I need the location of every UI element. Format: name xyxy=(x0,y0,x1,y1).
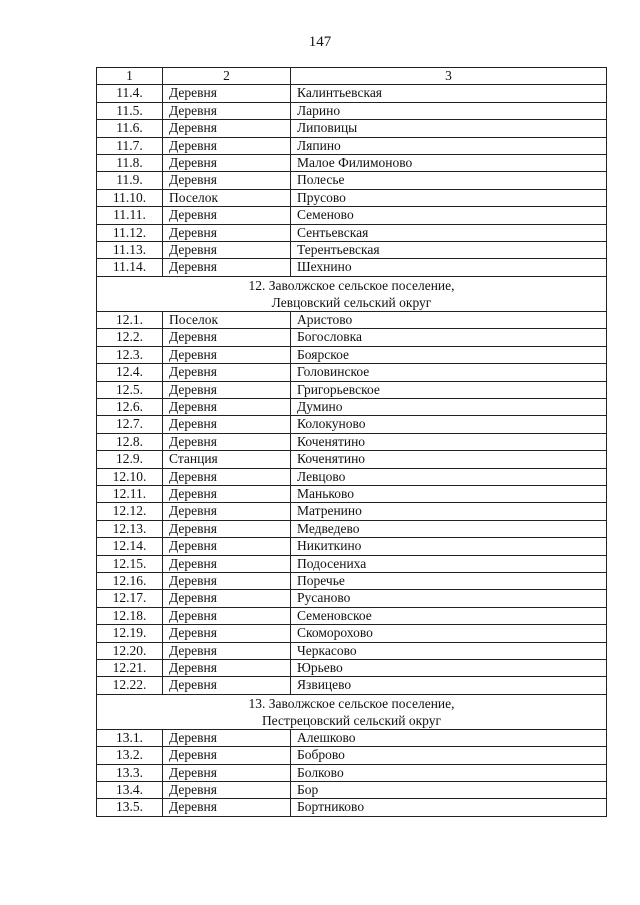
row-number-cell: 11.4. xyxy=(97,85,163,102)
table-row xyxy=(97,782,607,799)
settlement-name-cell: Никиткино xyxy=(291,538,607,555)
table-row xyxy=(97,224,607,241)
table-row xyxy=(97,102,607,119)
table-row xyxy=(97,364,607,381)
row-number-cell: 12.10. xyxy=(97,468,163,485)
settlement-name-cell: Терентьевская xyxy=(291,242,607,259)
settlement-type-cell: Деревня xyxy=(163,346,291,363)
settlement-type-cell: Деревня xyxy=(163,155,291,172)
settlement-type-cell: Деревня xyxy=(163,660,291,677)
row-number-cell: 11.10. xyxy=(97,189,163,206)
settlement-name-cell: Семеновское xyxy=(291,607,607,624)
settlement-type-cell: Деревня xyxy=(163,102,291,119)
row-number-cell: 12.19. xyxy=(97,625,163,642)
settlement-name-cell: Аристово xyxy=(291,311,607,328)
row-number-cell: 12.17. xyxy=(97,590,163,607)
section-heading xyxy=(97,694,607,729)
settlement-type-cell: Деревня xyxy=(163,572,291,589)
row-number-cell: 12.18. xyxy=(97,607,163,624)
page-number: 147 xyxy=(308,34,332,50)
table-row xyxy=(97,607,607,624)
settlement-type-cell: Деревня xyxy=(163,85,291,102)
settlement-type-cell: Деревня xyxy=(163,642,291,659)
settlement-type-cell: Деревня xyxy=(163,468,291,485)
table-row xyxy=(97,311,607,328)
settlement-name-cell: Матренино xyxy=(291,503,607,520)
row-number-cell: 12.12. xyxy=(97,503,163,520)
table-row xyxy=(97,416,607,433)
settlement-type-cell: Деревня xyxy=(163,381,291,398)
row-number-cell: 11.13. xyxy=(97,242,163,259)
settlement-name-cell: Полесье xyxy=(291,172,607,189)
row-number-cell: 12.13. xyxy=(97,520,163,537)
settlement-name-cell: Думино xyxy=(291,398,607,415)
settlement-type-cell: Станция xyxy=(163,451,291,468)
row-number-cell: 11.12. xyxy=(97,224,163,241)
row-number-cell: 12.3. xyxy=(97,346,163,363)
settlement-name-cell: Маньково xyxy=(291,485,607,502)
row-number-cell: 12.16. xyxy=(97,572,163,589)
table-row xyxy=(97,155,607,172)
settlement-name-cell: Черкасово xyxy=(291,642,607,659)
row-number-cell: 12.7. xyxy=(97,416,163,433)
table-row xyxy=(97,381,607,398)
settlement-type-cell: Деревня xyxy=(163,590,291,607)
table-row xyxy=(97,538,607,555)
settlement-name-cell: Малое Филимоново xyxy=(291,155,607,172)
settlement-type-cell: Деревня xyxy=(163,207,291,224)
settlement-name-cell: Юрьево xyxy=(291,660,607,677)
settlement-name-cell: Ляпино xyxy=(291,137,607,154)
row-number-cell: 13.1. xyxy=(97,729,163,746)
section-heading-line-2: Левцовский сельский округ xyxy=(271,294,432,310)
table-header-row xyxy=(97,68,607,85)
settlement-type-cell: Деревня xyxy=(163,224,291,241)
table-row xyxy=(97,259,607,276)
settlement-type-cell: Деревня xyxy=(163,782,291,799)
table-row xyxy=(97,172,607,189)
column-header-type: 2 xyxy=(163,68,291,85)
settlement-type-cell: Деревня xyxy=(163,747,291,764)
settlement-type-cell: Деревня xyxy=(163,120,291,137)
settlement-name-cell: Боброво xyxy=(291,747,607,764)
settlement-name-cell: Левцово xyxy=(291,468,607,485)
settlement-name-cell: Скоморохово xyxy=(291,625,607,642)
settlement-name-cell: Поречье xyxy=(291,572,607,589)
settlement-type-cell: Деревня xyxy=(163,364,291,381)
column-header-name: 3 xyxy=(291,68,607,85)
settlement-name-cell: Болково xyxy=(291,764,607,781)
settlement-type-cell: Деревня xyxy=(163,433,291,450)
settlement-name-cell: Шехнино xyxy=(291,259,607,276)
table-row xyxy=(97,677,607,694)
table-row xyxy=(97,503,607,520)
settlement-type-cell: Деревня xyxy=(163,398,291,415)
settlement-name-cell: Боярское xyxy=(291,346,607,363)
settlement-type-cell: Деревня xyxy=(163,677,291,694)
settlements-table xyxy=(96,67,607,817)
row-number-cell: 13.4. xyxy=(97,782,163,799)
settlement-type-cell: Деревня xyxy=(163,799,291,816)
settlement-type-cell: Деревня xyxy=(163,538,291,555)
section-heading xyxy=(97,276,607,311)
table-row xyxy=(97,590,607,607)
row-number-cell: 12.14. xyxy=(97,538,163,555)
table-row xyxy=(97,520,607,537)
settlement-name-cell: Язвицево xyxy=(291,677,607,694)
row-number-cell: 12.11. xyxy=(97,485,163,502)
table-row xyxy=(97,346,607,363)
table-row xyxy=(97,485,607,502)
table-row xyxy=(97,625,607,642)
settlement-name-cell: Коченятино xyxy=(291,433,607,450)
settlement-name-cell: Бортниково xyxy=(291,799,607,816)
row-number-cell: 12.22. xyxy=(97,677,163,694)
settlement-name-cell: Сентьевская xyxy=(291,224,607,241)
settlement-type-cell: Деревня xyxy=(163,764,291,781)
settlement-type-cell: Деревня xyxy=(163,555,291,572)
table-row xyxy=(97,85,607,102)
table-row xyxy=(97,137,607,154)
table-row xyxy=(97,242,607,259)
table-row xyxy=(97,764,607,781)
settlement-type-cell: Деревня xyxy=(163,329,291,346)
row-number-cell: 13.2. xyxy=(97,747,163,764)
row-number-cell: 11.5. xyxy=(97,102,163,119)
table-row xyxy=(97,572,607,589)
settlement-name-cell: Колокуново xyxy=(291,416,607,433)
table-row xyxy=(97,660,607,677)
table-body xyxy=(97,85,607,816)
table-row xyxy=(97,642,607,659)
settlement-type-cell: Деревня xyxy=(163,520,291,537)
settlement-name-cell: Григорьевское xyxy=(291,381,607,398)
settlement-name-cell: Подосениха xyxy=(291,555,607,572)
row-number-cell: 12.21. xyxy=(97,660,163,677)
settlement-name-cell: Бор xyxy=(291,782,607,799)
row-number-cell: 12.20. xyxy=(97,642,163,659)
section-heading-row xyxy=(97,694,607,729)
table-row xyxy=(97,451,607,468)
row-number-cell: 12.8. xyxy=(97,433,163,450)
table-row xyxy=(97,729,607,746)
table-row xyxy=(97,433,607,450)
table-row xyxy=(97,555,607,572)
settlement-type-cell: Деревня xyxy=(163,137,291,154)
settlement-name-cell: Богословка xyxy=(291,329,607,346)
table-row xyxy=(97,799,607,816)
table-row xyxy=(97,329,607,346)
settlement-name-cell: Алешково xyxy=(291,729,607,746)
row-number-cell: 13.3. xyxy=(97,764,163,781)
table-row xyxy=(97,747,607,764)
row-number-cell: 12.6. xyxy=(97,398,163,415)
settlement-type-cell: Деревня xyxy=(163,503,291,520)
settlement-type-cell: Деревня xyxy=(163,729,291,746)
settlement-type-cell: Деревня xyxy=(163,259,291,276)
row-number-cell: 11.14. xyxy=(97,259,163,276)
table-row xyxy=(97,398,607,415)
row-number-cell: 11.9. xyxy=(97,172,163,189)
row-number-cell: 12.9. xyxy=(97,451,163,468)
settlement-name-cell: Головинское xyxy=(291,364,607,381)
section-heading-line-1: 13. Заволжское сельское поселение, xyxy=(248,695,455,711)
table-row xyxy=(97,120,607,137)
settlement-type-cell: Деревня xyxy=(163,242,291,259)
column-header-number: 1 xyxy=(97,68,163,85)
settlement-name-cell: Семеново xyxy=(291,207,607,224)
row-number-cell: 11.7. xyxy=(97,137,163,154)
settlement-type-cell: Поселок xyxy=(163,189,291,206)
settlement-type-cell: Деревня xyxy=(163,625,291,642)
settlement-name-cell: Медведево xyxy=(291,520,607,537)
settlement-name-cell: Коченятино xyxy=(291,451,607,468)
row-number-cell: 11.8. xyxy=(97,155,163,172)
table-row xyxy=(97,468,607,485)
section-heading-row xyxy=(97,276,607,311)
row-number-cell: 12.1. xyxy=(97,311,163,328)
section-heading-line-1: 12. Заволжское сельское поселение, xyxy=(248,277,455,293)
row-number-cell: 12.5. xyxy=(97,381,163,398)
settlement-name-cell: Ларино xyxy=(291,102,607,119)
settlement-name-cell: Русаново xyxy=(291,590,607,607)
settlement-type-cell: Деревня xyxy=(163,172,291,189)
settlement-name-cell: Липовицы xyxy=(291,120,607,137)
row-number-cell: 12.4. xyxy=(97,364,163,381)
row-number-cell: 13.5. xyxy=(97,799,163,816)
row-number-cell: 11.11. xyxy=(97,207,163,224)
table-row xyxy=(97,189,607,206)
settlement-name-cell: Прусово xyxy=(291,189,607,206)
settlement-name-cell: Калинтьевская xyxy=(291,85,607,102)
row-number-cell: 11.6. xyxy=(97,120,163,137)
section-heading-line-2: Пестрецовский сельский округ xyxy=(261,712,442,728)
row-number-cell: 12.15. xyxy=(97,555,163,572)
settlement-type-cell: Деревня xyxy=(163,416,291,433)
settlement-type-cell: Деревня xyxy=(163,607,291,624)
table-row xyxy=(97,207,607,224)
settlement-type-cell: Поселок xyxy=(163,311,291,328)
settlement-type-cell: Деревня xyxy=(163,485,291,502)
row-number-cell: 12.2. xyxy=(97,329,163,346)
